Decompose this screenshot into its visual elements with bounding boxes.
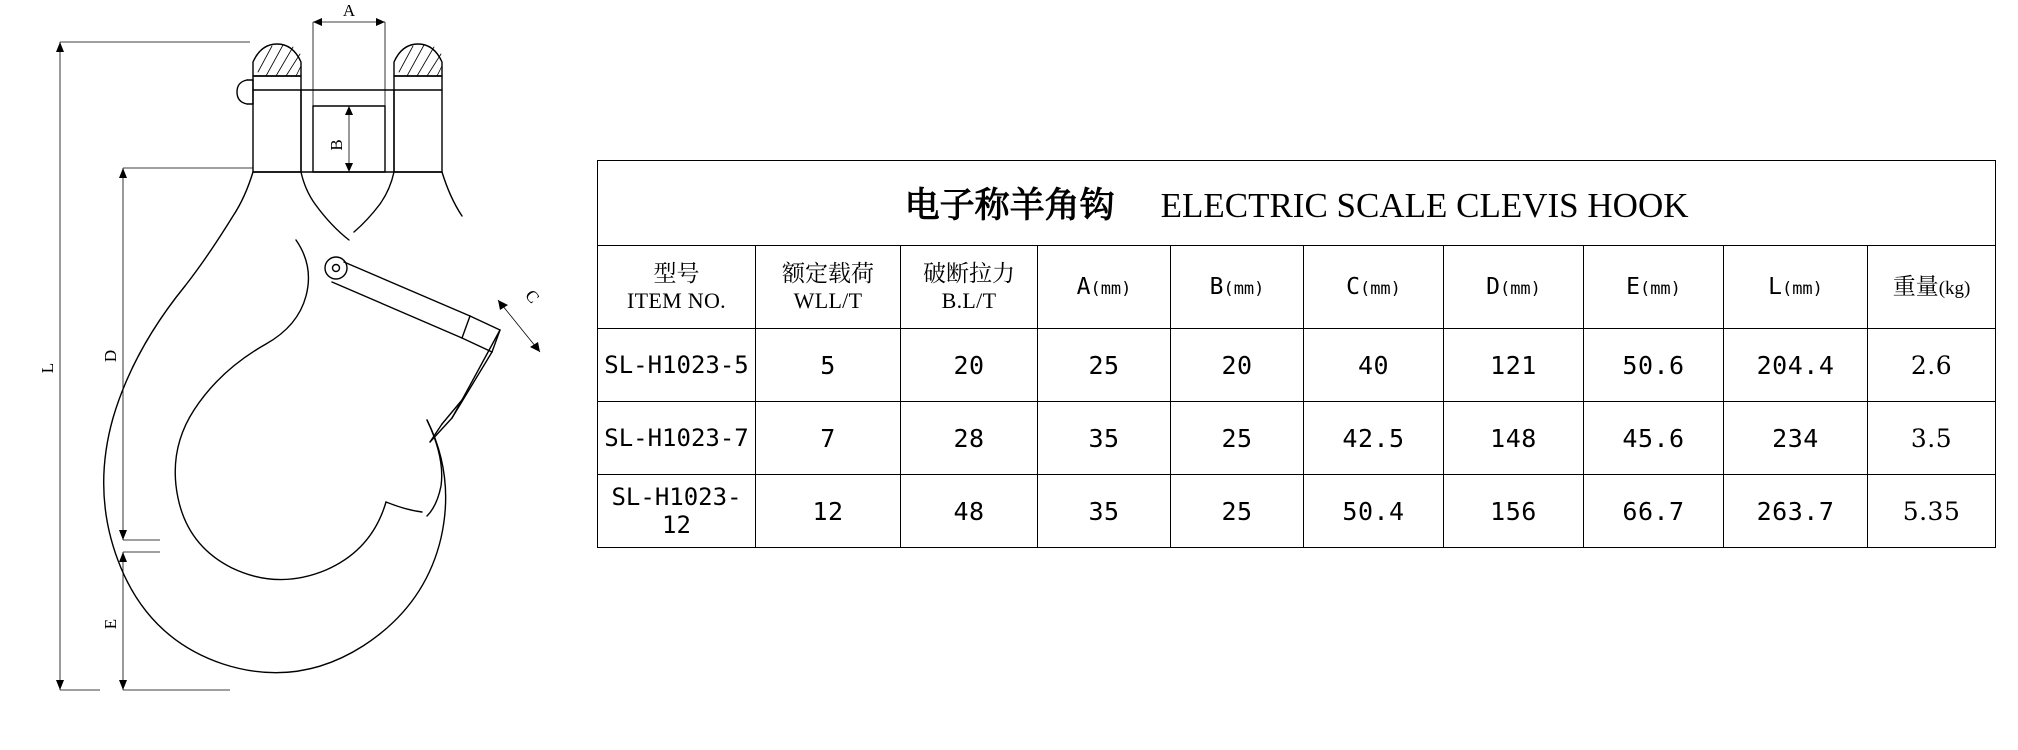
- cell-e: 45.6: [1584, 402, 1724, 475]
- header-weight-unit: (kg): [1938, 277, 1971, 299]
- hook-technical-drawing: [0, 0, 600, 750]
- cell-l: 263.7: [1724, 475, 1868, 548]
- cell-d: 121: [1444, 329, 1584, 402]
- cell-e: 66.7: [1584, 475, 1724, 548]
- header-weight-label: 重量: [1892, 273, 1939, 300]
- table-header-row: [598, 246, 1996, 329]
- cell-b: 25: [1171, 475, 1304, 548]
- header-bl: [901, 246, 1038, 329]
- table-title-chinese: 电子称羊角钩: [904, 185, 1115, 226]
- cell-wll: 5: [756, 329, 901, 402]
- cell-bl: 20: [901, 329, 1038, 402]
- cell-item-no: SL-H1023-12: [598, 475, 756, 548]
- header-dim-a-label: A: [1076, 273, 1091, 300]
- dimension-label-L: L: [38, 362, 57, 374]
- table-title-row: [598, 161, 1996, 246]
- cell-weight: 3.5: [1868, 402, 1996, 475]
- header-weight: [1868, 246, 1996, 329]
- cell-item-no: SL-H1023-7: [598, 402, 756, 475]
- header-dim-a: [1038, 246, 1171, 329]
- table-row: [598, 475, 1996, 548]
- dimension-label-B: B: [327, 139, 346, 151]
- cell-item-no: SL-H1023-5: [598, 329, 756, 402]
- header-bl-cn: 破断拉力: [923, 260, 1015, 287]
- cell-e: 50.6: [1584, 329, 1724, 402]
- header-dim-b-unit: (mm): [1223, 278, 1265, 299]
- header-bl-en: B.L/T: [941, 287, 997, 313]
- header-dim-b: [1171, 246, 1304, 329]
- header-wll-cn: 额定载荷: [782, 260, 874, 287]
- header-dim-b-label: B: [1209, 273, 1224, 300]
- cell-weight: 5.35: [1868, 475, 1996, 548]
- header-dim-a-unit: (mm): [1090, 278, 1132, 299]
- cell-b: 20: [1171, 329, 1304, 402]
- header-dim-c-label: C: [1346, 273, 1360, 300]
- header-dim-d-label: D: [1486, 273, 1500, 300]
- header-dim-l-label: L: [1768, 273, 1782, 300]
- cell-c: 50.4: [1304, 475, 1444, 548]
- header-dim-c: [1304, 246, 1444, 329]
- cell-wll: 7: [756, 402, 901, 475]
- cell-d: 148: [1444, 402, 1584, 475]
- table-title-cell: [598, 161, 1996, 246]
- dimension-label-E: E: [101, 618, 120, 630]
- header-dim-c-unit: (mm): [1359, 278, 1401, 299]
- header-item-no: [598, 246, 756, 329]
- header-dim-l-unit: (mm): [1781, 278, 1823, 299]
- specification-table-container: [597, 160, 1997, 548]
- cell-bl: 28: [901, 402, 1038, 475]
- cell-c: 42.5: [1304, 402, 1444, 475]
- cell-a: 25: [1038, 329, 1171, 402]
- header-dim-l: [1724, 246, 1868, 329]
- specification-table: [597, 160, 1996, 548]
- cell-c: 40: [1304, 329, 1444, 402]
- header-dim-d: [1444, 246, 1584, 329]
- header-dim-e-unit: (mm): [1639, 278, 1681, 299]
- cell-a: 35: [1038, 475, 1171, 548]
- cell-wll: 12: [756, 475, 901, 548]
- cell-d: 156: [1444, 475, 1584, 548]
- header-dim-e: [1584, 246, 1724, 329]
- cell-a: 35: [1038, 402, 1171, 475]
- cell-l: 204.4: [1724, 329, 1868, 402]
- header-wll: [756, 246, 901, 329]
- cell-bl: 48: [901, 475, 1038, 548]
- table-row: [598, 402, 1996, 475]
- header-dim-e-label: E: [1626, 273, 1640, 300]
- header-dim-d-unit: (mm): [1499, 278, 1541, 299]
- dimension-label-C: C: [521, 286, 544, 307]
- header-wll-en: WLL/T: [793, 287, 863, 313]
- table-title-english: ELECTRIC SCALE CLEVIS HOOK: [1160, 186, 1689, 225]
- dimension-label-D: D: [101, 349, 120, 363]
- cell-l: 234: [1724, 402, 1868, 475]
- table-row: [598, 329, 1996, 402]
- dimension-label-A: A: [342, 1, 356, 20]
- cell-weight: 2.6: [1868, 329, 1996, 402]
- header-item-no-cn: 型号: [653, 260, 700, 287]
- cell-b: 25: [1171, 402, 1304, 475]
- header-item-no-en: ITEM NO.: [627, 287, 726, 313]
